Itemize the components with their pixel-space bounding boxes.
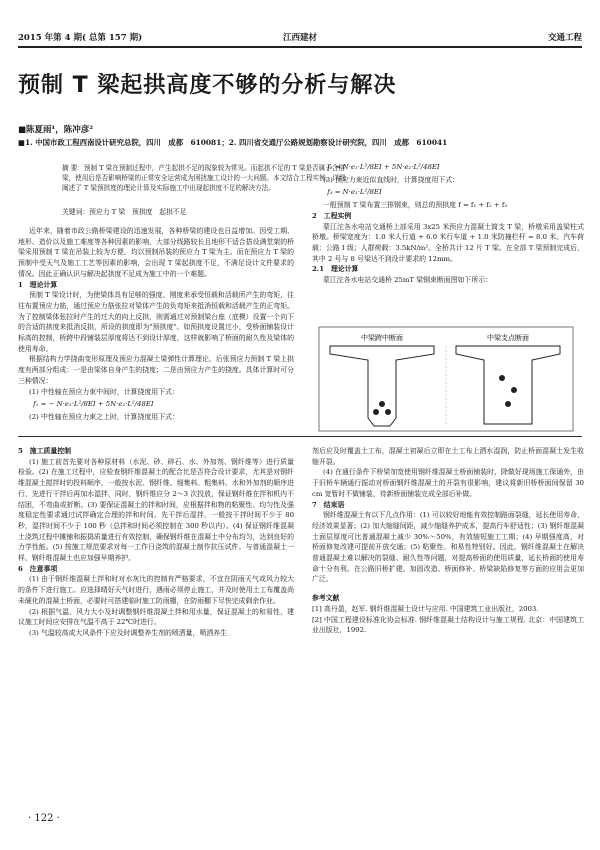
affiliation: ■1. 中国市政工程西南设计研究总院，四川 成都 610081；2. 四川省交通厅公路规划勘察设计研究院，四川 成都 610041	[18, 138, 448, 147]
right-column-top	[312, 160, 584, 286]
running-header	[18, 32, 582, 48]
keywords: 关键词：预应力 T 梁 预拱度 起拱不足	[62, 208, 187, 216]
section-heading: 6 注意事项	[18, 564, 58, 573]
right-column-bottom	[312, 446, 584, 636]
tbeam-diagram	[318, 326, 574, 436]
paragraph: 近年来，随着市政公路桥梁建设的迅速发展，各种桥梁的建设也日益增加。因受工期、地形、造价以及施工难度等各种因素的影响，大部分线路较长且地形不适合搭设满堂架的桥梁采用预制 T 梁在吊装上较为方便，均以预制吊装的预应力 T 梁为主。而在预应力 T 梁的预制中受天气及施工工艺等因素的影响，会出现 T 梁起拱度不足，不满足设计文件要求的情况。因此正确认识与解决起拱度不足成为施工中的一个难题。	[18, 227, 294, 278]
equation: f₁ = − N·e₁·L²/8EI + 5N·e₂·L²/48EI	[33, 400, 154, 409]
reference-item: [1] 高丹盈，赵军. 钢纤维混凝土设计与应用. 中国建筑工业出版社，2003.	[312, 604, 539, 613]
paragraph: 一般预制 T 梁布置三排钢束，则总的预拱度 f = f₁ + f₂ + f₃	[323, 201, 508, 210]
references-heading: 参考文献	[312, 594, 340, 603]
authors: ■陈夏雨¹，陈冲彦²	[18, 125, 93, 135]
section-heading: 7 结束语	[312, 500, 345, 509]
paragraph: 钢纤维混凝土有以下几点作用：(1) 可以较好地能有效控制路面裂缝，延长使用寿命，经济效果显著；(2) 加大缩缝间距，减少缩缝养护成本，提高行车舒适性；(3) 钢纤维混凝土面层厚度可比普通混凝土减少 30%～50%，有效缩短施工工期；(4) 早期强度高，对桥面修复改建可提前开放交通；(5) 粘聚性、和易性特别好。因此，钢纤维混凝土在解决普通混凝土难以解决的裂缝、耐久性等问题，对提高桥面的使用质量，延长桥面的使用寿命十分有利。在公路旧桥扩建、加固改造、桥面修补、桥梁缺陷修复等方面的应用会更加广泛。	[312, 511, 584, 584]
left-column-bottom	[18, 446, 294, 639]
page-number: · 122 ·	[28, 813, 60, 824]
issue-label: 2015 年第 4 期( 总第 157 期)	[18, 33, 143, 43]
paragraph: (1) 中性轴在预应力束中间时，计算挠度用下式：	[29, 387, 179, 396]
tbeam-section-figure	[318, 326, 574, 436]
figure-label-left: 中梁跨中断面	[361, 334, 403, 342]
section-divider	[18, 436, 582, 437]
article-title: 预制 T 梁起拱高度不够的分析与解决	[18, 73, 397, 98]
paragraph: 蒙江沱各水电站交通桥 25mT 梁钢束断面图如下所示：	[323, 276, 493, 285]
paragraph: (1) 由于钢纤维混凝土拌和时对水灰比的控制有严格要求，不宜在阴雨天气或风力较大的条件下进行施工。应选择晴好天气时进行，遇雨必须停止施工，并及时使用土工布覆盖尚未硬化的混凝土桥面，必要时可搭建临时施工防雨棚，在防雨棚下尽快完成剩余作业。	[18, 575, 294, 605]
reference-item: [2] 中国工程建设标准化协会标准. 钢纤维混凝土结构设计与施工规程. 北京：中国建筑工业出版社，1992.	[312, 615, 584, 635]
abstract: 摘 要：预制 T 梁在预制过程中，产生起拱不足的现象较为常见。而起拱不足的 T 梁是否属于合格梁，使用后是否影响桥梁的正常安全运营成为困扰施工设计的一大问题。本文结合工程实例，详细阐述了 T 梁预拱度的理论计算及实际施工中出现起拱度不足的解决方法。	[62, 164, 346, 192]
figure-label-right: 中梁支点断面	[487, 334, 529, 342]
paragraph: 蒙江沱各水电站交通桥上部采用 3x25 米预应力混凝土简支 T 梁，桥墩采用盖梁柱式桥墩。桥梁宽度为：1.0 米人行道 + 6.0 米行车道 + 1.0 米防撞栏杆 = 8.0 米。汽车荷载：公路 I 级；人群荷载：3.5kN/m²。全桥共计 12 片 T 梁。在全部 T 梁预制完成后，其中 2 号与 8 号梁达不到设计要求的 12mm。	[312, 222, 584, 263]
left-column-top	[18, 226, 294, 423]
section-heading: 5 施工质量控制	[18, 447, 72, 455]
section-label: 交通工程	[547, 33, 582, 43]
paragraph: 根据结构力学挠曲变形原理及预应力混凝土梁弹性计算理论，后张预应力预制 T 梁上拱度有两部分组成：一是由梁体自身产生的挠度；二是由预应力产生的挠度。具体计算时可分三种情况：	[18, 355, 294, 385]
equation: f₃ = N·e₁·L²/8EI	[327, 188, 382, 197]
paragraph: (4) 在通行条件下桥梁加宽使用钢纤维混凝土桥面铺装时，除做好现场施工保通外，由于旧桥车辆通行振动对桥面钢纤维混凝土的开裂有很影响，建议将新旧桥桥面间保留 30 cm 宽暂时不做铺装，待新桥面铺装完成全部后补做。	[312, 468, 584, 498]
section-heading: 2 工程实例	[312, 211, 352, 220]
paragraph: (2) 中性轴在预应力束之上时，计算挠度用下式：	[29, 412, 179, 421]
journal-name: 江西建材	[282, 33, 317, 43]
section-heading: 1 理论计算	[18, 280, 58, 289]
paragraph: (1) 施工前首先要对各种原材料（水泥、砂、碎石、水、外加剂、钢纤维等）进行质量检验。(2) 在施工过程中，应检查钢纤维混凝土的配合比是否符合设计要求，尤其是对钢纤维混凝土搅拌时的投料顺序，一般按水泥、钢纤维、细集料、粗集料、水和外加剂的顺序进行，先进行干拌后再加水湿拌，同时，钢纤维应分 2～3 次投放，保证钢纤维在拌和机内不结团，不弯曲或折断。(3) 要保证混凝土的拌和时间，应根据拌和物的粘聚性、均匀性及强度稳定性要求通过试拌确定合理的拌和时间。先干拌后湿拌，一般按干拌时间不少于 80 秒，湿拌时间不少于 100 秒（总拌和时间必须控制在 300 秒以内）。(4) 保证钢纤维混凝土浇筑过程中摊铺和振捣质量进行有效控制，确保钢纤维在混凝土中分布均匀，达到良好的力学性能。(5) 按施工规范要求对每一工作日浇筑的混凝土制作抗压试件。与普通混凝土一样，钢纤维混凝土也应加强早期养护。	[18, 457, 294, 563]
equation: f₂ = N·e₁·L²/8EI + 5N·e₂·L²/48EI	[327, 163, 440, 171]
paragraph: (3) 气温较高或大风条件下应及时调整养生剂的喷洒量，喷洒养生	[29, 628, 228, 637]
paragraph: 预制 T 梁设计时，为使梁体具有足够的强度、刚度来承受恒载和活载所产生的弯矩，往往布置预应力筋，通过预应力筋张拉对梁体产生的负弯矩来抵消恒载和活载产生的正弯矩。为了控制梁体张拉时产生的过大的向上反拱，则需通过对预制梁台座（底模）设置一个向下的合适的拱度来抵消反拱，所设的拱度即为"预拱度"。如预拱度设置过小，受桥面铺装设计标高的控制，桥跨中段铺装层厚度将达不到设计厚度，这样就影响了桥面的耐久性及梁体的使用寿命。	[18, 291, 294, 353]
paragraph: (2) 根据气温、风力大小及时调整钢纤维混凝土拌和用水量，保证混凝土的和易性，建议施工时间应安排在气温不高于 22℃时进行。	[18, 607, 294, 627]
paragraph: (3) 预应力束近似直线时，计算挠度用下式：	[323, 175, 460, 184]
paragraph: 剂后应及时覆盖土工布，混凝土初凝后立即在土工布上洒水湿润，防止桥面混凝土发生收缩开裂。	[312, 447, 584, 466]
subsection-heading: 2.1 理论计算	[312, 265, 359, 274]
